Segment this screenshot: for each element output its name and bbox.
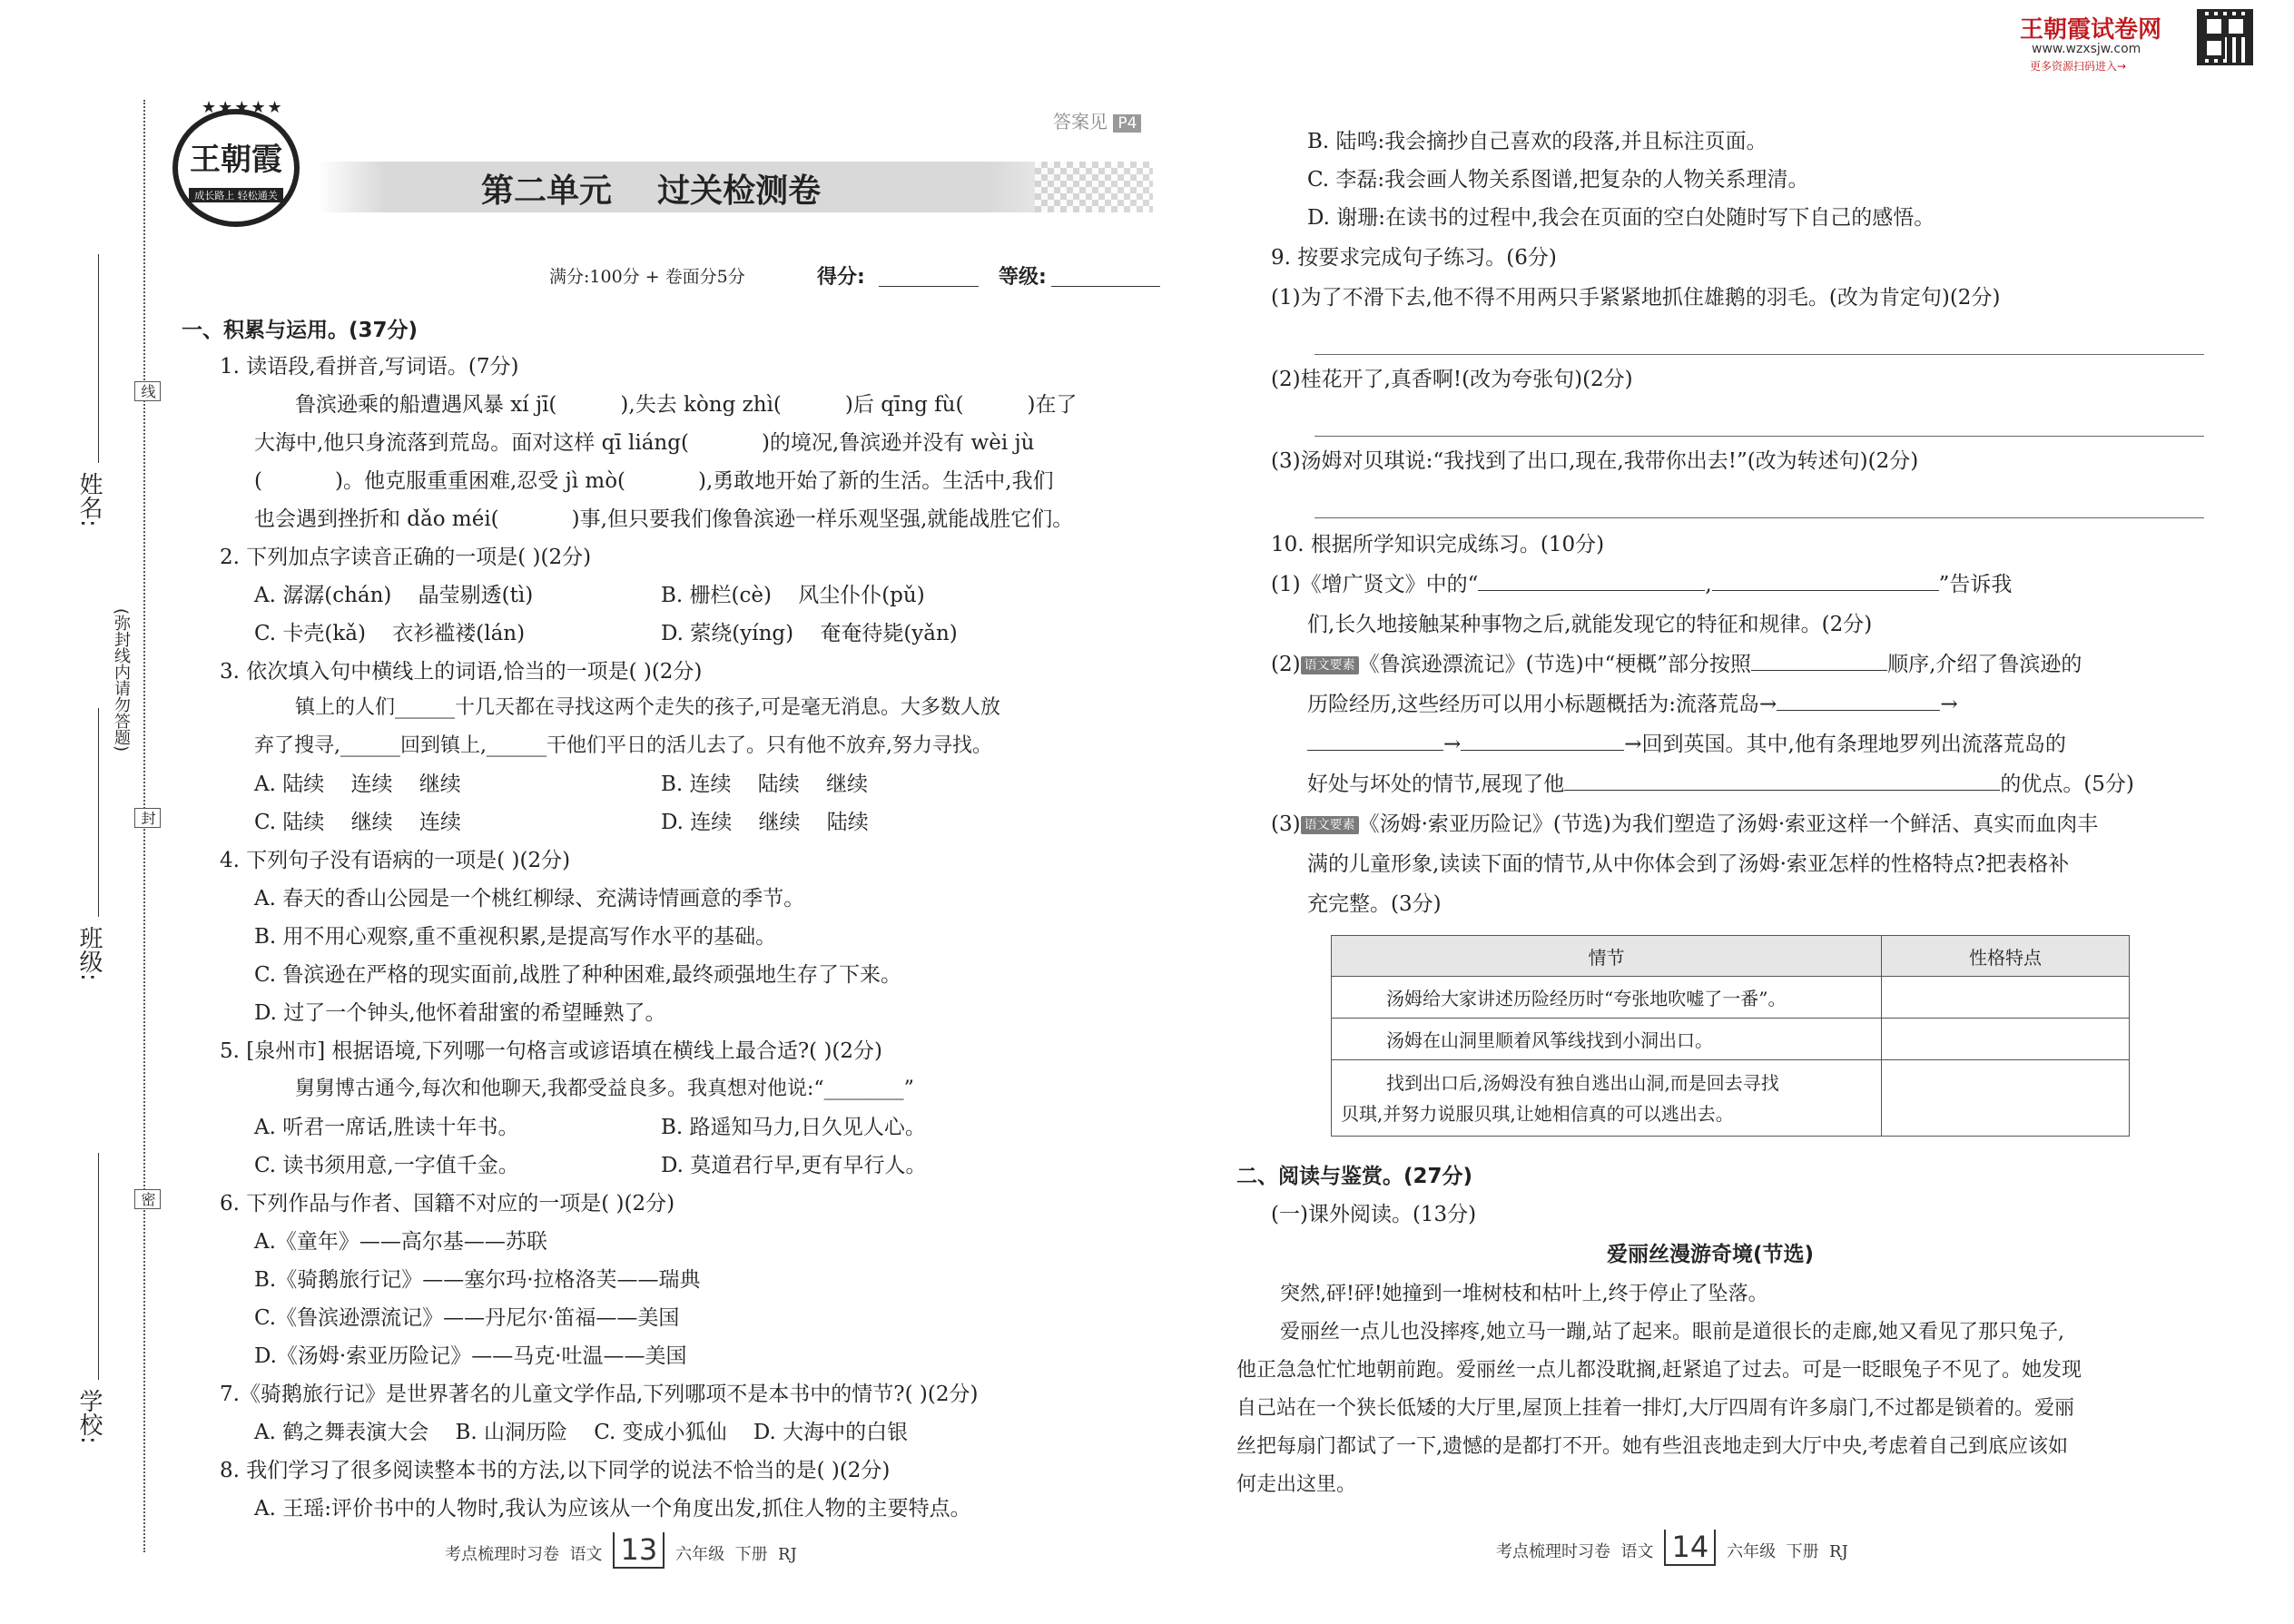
q9-part-3: (3)汤姆对贝琪说:“我找到了出口,现在,我带你出去!”(改为转述句)(2分) bbox=[1271, 449, 1919, 473]
class-field[interactable] bbox=[98, 708, 99, 917]
q10-part-1-line-2: 们,长久地接触某种事物之后,就能发现它的特征和规律。(2分) bbox=[1307, 613, 1873, 636]
q10-part-2-line-4: 好处与坏处的情节,展现了他 的优点。(5分) bbox=[1307, 770, 2134, 799]
passage-title: 爱丽丝漫游奇境(节选) bbox=[1607, 1243, 1815, 1266]
subsection-1-heading: (一)课外阅读。(13分) bbox=[1271, 1203, 1477, 1226]
q9-answer-line-2[interactable] bbox=[1314, 436, 2204, 437]
q6-option-d[interactable]: D.《汤姆·索亚历险记》——马克·吐温——美国 bbox=[254, 1344, 687, 1368]
table-header-trait: 性格特点 bbox=[1882, 936, 2130, 977]
q5-option-c[interactable]: C. 读书须用意,一字值千金。 bbox=[254, 1154, 519, 1177]
q10-part-1-line-1: (1)《增广贤文》中的“ , ”告诉我 bbox=[1271, 570, 2012, 599]
q9-part-2: (2)桂花开了,真香啊!(改为夸张句)(2分) bbox=[1271, 368, 1633, 391]
logo-slogan: 成长路上 轻松通关 bbox=[189, 188, 283, 202]
q10-1-blank-2[interactable] bbox=[1712, 570, 1939, 591]
logo-text: 王朝霞 bbox=[190, 142, 282, 178]
binding-note: (弥封线内请勿答题) bbox=[112, 608, 131, 753]
q5-text: 舅舅博古通今,每次和他聊天,我都受益良多。我真想对他说:“________” bbox=[295, 1078, 914, 1100]
table-cell-trait-2[interactable] bbox=[1882, 1019, 2130, 1060]
q3-option-d[interactable]: D. 连续 继续 陆续 bbox=[661, 811, 869, 834]
q1-blank-6[interactable] bbox=[625, 468, 698, 487]
q5-option-b[interactable]: B. 路遥知马力,日久见人心。 bbox=[661, 1116, 926, 1139]
footer-left: 考点梳理时习卷 语文 13 六年级 下册 RJ bbox=[445, 1532, 797, 1567]
class-label: 班级: bbox=[75, 926, 103, 981]
q4-option-a[interactable]: A. 春天的香山公园是一个桃红柳绿、充满诗情画意的季节。 bbox=[254, 887, 805, 910]
page-number-13: 13 bbox=[613, 1532, 665, 1569]
q8-option-d[interactable]: D. 谢珊:在读书的过程中,我会在页面的空白处随时写下自己的感悟。 bbox=[1307, 206, 1935, 230]
section-1-heading: 一、积累与运用。(37分) bbox=[182, 319, 418, 342]
q10-part-2-line-1: (2) 语文要素 《鲁滨逊漂流记》(节选)中“梗概”部分按照 顺序,介绍了鲁滨逊的 bbox=[1271, 650, 2082, 679]
brand-name: 王朝霞试卷网 bbox=[2020, 16, 2162, 44]
answer-ref: 答案见 P4 bbox=[1053, 107, 1141, 133]
q1-line-2: 大海中,他只身流落到荒岛。面对这样 qī liáng( )的境况,鲁滨逊并没有 wèi jù bbox=[254, 431, 1035, 455]
grade-field[interactable] bbox=[1051, 286, 1160, 287]
page-number-14: 14 bbox=[1664, 1530, 1716, 1566]
q4-option-c[interactable]: C. 鲁滨逊在严格的现实面前,战胜了种种困难,最终顽强地生存了下来。 bbox=[254, 963, 902, 987]
q3-text-1: 镇上的人们______十几天都在寻找这两个走失的孩子,可是毫无消息。大多数人放 bbox=[295, 696, 1000, 719]
q10-2-blank-1[interactable] bbox=[1751, 650, 1887, 671]
grade-label: 等级: bbox=[999, 266, 1047, 289]
brand-slogan: 更多资源扫码进入→ bbox=[2030, 60, 2127, 73]
q9-answer-line-3[interactable] bbox=[1314, 517, 2204, 518]
table-cell-plot-1: 汤姆给大家讲述历险经历时“夸张地吹嘘了一番”。 bbox=[1332, 977, 1882, 1019]
q10-2-blank-4[interactable] bbox=[1461, 730, 1624, 751]
q5-option-a[interactable]: A. 听君一席话,胜读十年书。 bbox=[254, 1116, 519, 1139]
q1-blank-7[interactable] bbox=[499, 506, 572, 526]
q1-blank-1[interactable] bbox=[556, 391, 620, 411]
q9-stem: 9. 按要求完成句子练习。(6分) bbox=[1271, 246, 1557, 270]
q1-line-3: ( )。他克服重重困难,忍受 jì mò( ),勇敢地开始了新的生活。生活中,我们 bbox=[254, 469, 1054, 493]
school-label: 学校: bbox=[75, 1389, 103, 1444]
table-cell-plot-3: 找到出口后,汤姆没有独自逃出山洞,而是回去寻找 贝琪,并努力说服贝琪,让她相信真的可以逃出去。 bbox=[1332, 1060, 1882, 1137]
page-title: 第二单元 过关检测卷 bbox=[481, 172, 822, 210]
q10-stem: 10. 根据所学知识完成练习。(10分) bbox=[1271, 533, 1605, 556]
binding-mark-feng: 封 bbox=[134, 808, 161, 828]
tag-yuwen-yaosu: 语文要素 bbox=[1301, 656, 1359, 674]
tag-yuwen-yaosu-2: 语文要素 bbox=[1301, 816, 1359, 834]
q4-stem: 4. 下列句子没有语病的一项是( )(2分) bbox=[220, 849, 571, 872]
q9-part-1: (1)为了不滑下去,他不得不用两只手紧紧地抓住雄鹅的羽毛。(改为肯定句)(2分) bbox=[1271, 286, 2001, 310]
binding-mark-xian: 线 bbox=[134, 381, 161, 401]
q8-option-c[interactable]: C. 李磊:我会画人物关系图谱,把复杂的人物关系理清。 bbox=[1307, 168, 1809, 192]
q1-line-4: 也会遇到挫折和 dǎo méi( )事,但只要我们像鲁滨逊一样乐观坚强,就能战胜它们。 bbox=[254, 507, 1074, 531]
q3-option-c[interactable]: C. 陆续 继续 连续 bbox=[254, 811, 461, 834]
table-cell-trait-3[interactable] bbox=[1882, 1060, 2130, 1137]
q2-stem: 2. 下列加点字读音正确的一项是( )(2分) bbox=[220, 546, 592, 569]
q3-option-a[interactable]: A. 陆续 连续 继续 bbox=[254, 773, 461, 796]
table-cell-trait-1[interactable] bbox=[1882, 977, 2130, 1019]
q5-stem: 5. [泉州市] 根据语境,下列哪一句格言或谚语填在横线上最合适?( )(2分) bbox=[220, 1039, 882, 1063]
q7-options[interactable]: A. 鹤之舞表演大会 B. 山洞历险 C. 变成小狐仙 D. 大海中的白银 bbox=[254, 1421, 909, 1444]
q6-stem: 6. 下列作品与作者、国籍不对应的一项是( )(2分) bbox=[220, 1192, 675, 1216]
school-field[interactable] bbox=[98, 1153, 99, 1380]
footer-right: 考点梳理时习卷 语文 14 六年级 下册 RJ bbox=[1496, 1530, 1848, 1564]
brand-url: www.wzxsjw.com bbox=[2032, 42, 2141, 56]
q2-option-d[interactable]: D. 萦绕(yíng) 奄奄待毙(yǎn) bbox=[661, 622, 958, 645]
q10-part-2-line-2: 历险经历,这些经历可以用小标题概括为:流落荒岛→ → bbox=[1307, 690, 1958, 719]
q10-2-blank-3[interactable] bbox=[1307, 730, 1443, 751]
q3-text-2: 弃了搜寻,______回到镇上,______干他们平日的活儿去了。只有他不放弃,努力寻找。 bbox=[254, 734, 992, 757]
q8-option-b[interactable]: B. 陆鸣:我会摘抄自己喜欢的段落,并且标注页面。 bbox=[1307, 130, 1767, 153]
character-table bbox=[1331, 935, 2130, 1137]
q1-line-1: 鲁滨逊乘的船遭遇风暴 xí jī( ),失去 kòng zhì( )后 qīng fù( )在了 bbox=[295, 393, 1078, 417]
q1-stem: 1. 读语段,看拼音,写词语。(7分) bbox=[220, 355, 519, 379]
q10-2-blank-5[interactable] bbox=[1564, 770, 2000, 791]
q10-2-blank-2[interactable] bbox=[1777, 690, 1940, 711]
score-label: 得分: bbox=[817, 266, 865, 289]
passage-p2-5: 何走出这里。 bbox=[1236, 1473, 1357, 1496]
q7-stem: 7.《骑鹅旅行记》是世界著名的儿童文学作品,下列哪项不是本书中的情节?( )(2分) bbox=[220, 1383, 979, 1406]
section-2-heading: 二、阅读与鉴赏。(27分) bbox=[1236, 1165, 1473, 1188]
q6-option-b[interactable]: B.《骑鹅旅行记》——塞尔玛·拉格洛芙——瑞典 bbox=[254, 1268, 701, 1292]
q6-option-a[interactable]: A.《童年》——高尔基——苏联 bbox=[254, 1230, 547, 1254]
q9-answer-line-1[interactable] bbox=[1314, 354, 2204, 355]
q1-blank-2[interactable] bbox=[782, 391, 845, 411]
passage-p2-1: 爱丽丝一点儿也没摔疼,她立马一蹦,站了起来。眼前是道很长的走廊,她又看见了那只兔子, bbox=[1280, 1321, 2064, 1343]
q5-option-d[interactable]: D. 莫道君行早,更有早行人。 bbox=[661, 1154, 927, 1177]
answer-page: P4 bbox=[1113, 114, 1141, 133]
title-checker bbox=[1035, 162, 1153, 212]
q1-blank-4[interactable] bbox=[689, 429, 762, 449]
q1-blank-5[interactable] bbox=[262, 468, 335, 487]
score-field[interactable] bbox=[879, 286, 979, 287]
q10-part-3-line-1: (3) 语文要素 《汤姆·索亚历险记》(节选)为我们塑造了汤姆·索亚这样一个鲜活、真实而血肉丰 bbox=[1271, 812, 2099, 836]
q2-option-c[interactable]: C. 卡壳(kǎ) 衣衫褴褛(lán) bbox=[254, 622, 526, 645]
q4-option-b[interactable]: B. 用不用心观察,重不重视积累,是提高写作水平的基础。 bbox=[254, 925, 777, 949]
passage-p2-4: 丝把每扇门都试了一下,遗憾的是都打不开。她有些沮丧地走到大厅中央,考虑着自己到底应该如 bbox=[1236, 1435, 2068, 1458]
logo-stars: ★★★★★ bbox=[202, 98, 284, 117]
q10-part-3-line-3: 充完整。(3分) bbox=[1307, 892, 1442, 916]
q3-option-b[interactable]: B. 连续 陆续 继续 bbox=[661, 773, 869, 796]
q10-part-3-line-2: 满的儿童形象,读读下面的情节,从中你体会到了汤姆·索亚怎样的性格特点?把表格补 bbox=[1307, 852, 2070, 876]
score-line: 满分:100分 + 卷面分5分 bbox=[549, 267, 745, 287]
table-header-plot: 情节 bbox=[1332, 936, 1882, 977]
logo-badge bbox=[172, 109, 300, 227]
q8-option-a[interactable]: A. 王瑶:评价书中的人物时,我认为应该从一个角度出发,抓住人物的主要特点。 bbox=[254, 1497, 971, 1521]
table-cell-plot-2: 汤姆在山洞里顺着风筝线找到小洞出口。 bbox=[1332, 1019, 1882, 1060]
qr-code-icon[interactable] bbox=[2197, 9, 2253, 65]
passage-p1: 突然,砰!砰!她撞到一堆树枝和枯叶上,终于停止了坠落。 bbox=[1280, 1283, 1768, 1305]
q10-1-blank-1[interactable] bbox=[1478, 570, 1705, 591]
q8-stem: 8. 我们学习了很多阅读整本书的方法,以下同学的说法不恰当的是( )(2分) bbox=[220, 1459, 891, 1482]
q2-option-a[interactable]: A. 潺潺(chán) 晶莹剔透(tì) bbox=[254, 584, 534, 607]
q2-option-b[interactable]: B. 栅栏(cè) 风尘仆仆(pǔ) bbox=[661, 584, 925, 607]
name-field[interactable] bbox=[98, 254, 99, 463]
q10-part-2-line-3: → →回到英国。其中,他有条理地罗列出流落荒岛的 bbox=[1307, 730, 2066, 759]
passage-p2-2: 他正急急忙忙地朝前跑。爱丽丝一点儿都没耽搁,赶紧追了过去。可是一眨眼兔子不见了。她发现 bbox=[1236, 1359, 2082, 1382]
q4-option-d[interactable]: D. 过了一个钟头,他怀着甜蜜的希望睡熟了。 bbox=[254, 1001, 666, 1025]
q3-stem: 3. 依次填入句中横线上的词语,恰当的一项是( )(2分) bbox=[220, 660, 703, 684]
binding-mark-mi: 密 bbox=[134, 1189, 161, 1209]
q1-blank-3[interactable] bbox=[963, 391, 1027, 411]
passage-p2-3: 自己站在一个狭长低矮的大厅里,屋顶上挂着一排灯,大厅四周有许多扇门,不过都是锁着的。爱丽 bbox=[1236, 1397, 2074, 1420]
q6-option-c[interactable]: C.《鲁滨逊漂流记》——丹尼尔·笛福——美国 bbox=[254, 1306, 680, 1330]
name-label: 姓名: bbox=[75, 472, 103, 527]
